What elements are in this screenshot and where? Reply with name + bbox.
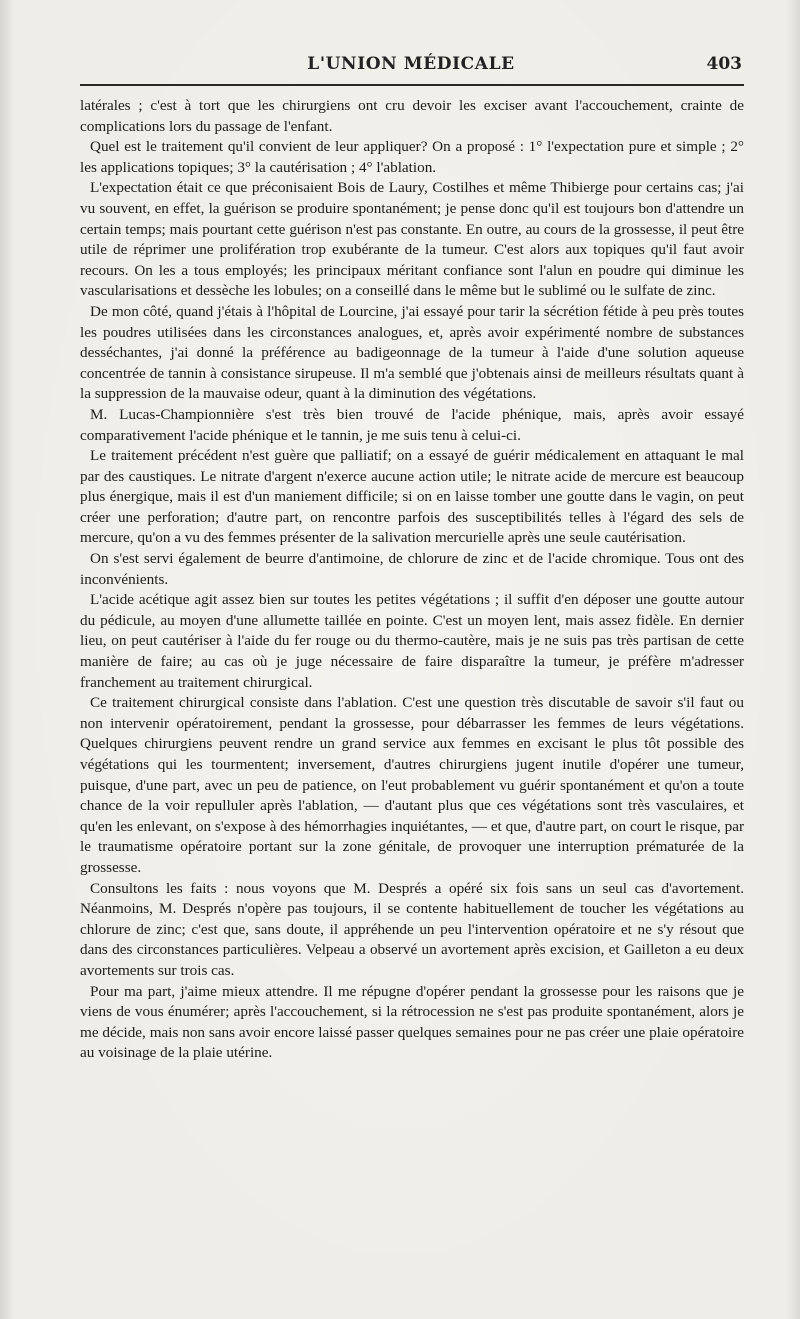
paragraph: Ce traitement chirurgical consiste dans l'ablation. C'est une question très discutable de savoir s'il faut ou non intervenir opératoirement, pendant la grossesse, pour débarrasser les femmes de leurs végétations. Quelques chirurgiens peuvent rendre un grand service aux femmes en excisant le plus tôt possible des végétations qui les tourmentent; inversement, d'autres chirurgiens jugent inutile d'opérer une tumeur, puisque, d'une part, avec un peu de patience, on l'eut probablement vu guérir spontanément et qu'on a toute chance de la voir repulluler après l'ablation, — d'autant plus que ces végétations sont très vasculaires, et qu'en les enlevant, on s'expose à des hémorrhagies inquiétantes, — et que, d'autre part, on court le risque, par le traumatisme opératoire portant sur la zone génitale, de provoquer une interruption prématurée de la grossesse.	[80, 694, 744, 876]
paragraph: Quel est le traitement qu'il convient de leur appliquer? On a proposé : 1° l'expectation pure et simple ; 2° les applications topiques; 3° la cautérisation ; 4° l'ablation.	[80, 138, 744, 176]
paragraph: Pour ma part, j'aime mieux attendre. Il me répugne d'opérer pendant la grossesse pour les raisons que je viens de vous énumérer; après l'accouchement, si la rétrocession ne s'est pas produite spontanément, alors je me décide, mais non sans avoir encore laissé passer quelques semaines pour ne pas créer une plaie opératoire au voisinage de la plaie utérine.	[80, 982, 744, 1062]
paragraph: On s'est servi également de beurre d'antimoine, de chlorure de zinc et de l'acide chromique. Tous ont des inconvénients.	[80, 550, 744, 588]
page-number: 403	[706, 54, 742, 74]
header-rule	[80, 84, 744, 86]
paragraph: L'expectation était ce que préconisaient Bois de Laury, Costilhes et même Thibierge pour certains cas; j'ai vu souvent, en effet, la guérison se produire spontanément; je pense donc qu'il est toujours bon d'attendre un certain temps; mais pourtant cette guérison n'est pas constante. En outre, au cours de la grossesse, il peut être utile de réprimer une prolifération trop exubérante de la tumeur. C'est alors aux topiques qu'il faut avoir recours. On les a tous employés; les principaux méritant confiance sont l'alun en poudre qui diminue les vascularisations et dessèche les lobules; on a conseillé dans le même but le sublimé ou le sulfate de zinc.	[80, 179, 744, 300]
running-header	[80, 54, 742, 80]
paragraph: Le traitement précédent n'est guère que palliatif; on a essayé de guérir médicalement en attaquant le mal par des caustiques. Le nitrate d'argent n'exerce aucune action utile; le nitrate acide de mercure est beaucoup plus énergique, mais il est d'un maniement difficile; si on en laisse tomber une goutte dans le vagin, on peut créer une perforation; d'autre part, on rencontre parfois des susceptibilités telles à l'égard des sels de mercure, qu'on a vu des femmes présenter de la salivation mercurielle après une seule cautérisation.	[80, 447, 744, 547]
journal-title: L'UNION MÉDICALE	[307, 54, 515, 74]
paragraph: M. Lucas-Championnière s'est très bien trouvé de l'acide phénique, mais, après avoir essayé comparativement l'acide phénique et le tannin, je me suis tenu à celui-ci.	[80, 405, 744, 444]
paragraph: De mon côté, quand j'étais à l'hôpital de Lourcine, j'ai essayé pour tarir la sécrétion fétide à peu près toutes les poudres utilisées dans les circonstances analogues, et, après avoir expérimenté nombre de substances desséchantes, j'ai donné la préférence au badigeonnage de la tumeur à l'aide d'une solution aqueuse concentrée de tannin à consistance sirupeuse. Il m'a semblé que j'obtenais ainsi de meilleurs résultats quant à la suppression de la mauvaise odeur, quant à la diminution des végétations.	[80, 302, 744, 403]
paragraph: L'acide acétique agit assez bien sur toutes les petites végétations ; il suffit d'en déposer une goutte autour du pédicule, au moyen d'une allumette taillée en pointe. C'est un moyen lent, mais assez fidèle. En dernier lieu, on peut cautériser à l'aide du fer rouge ou du thermo-cautère, mais je ne suis pas très partisan de cette manière de faire; au cas où je juge nécessaire de faire disparaître la tumeur, je préfère m'adresser franchement au traitement chirurgical.	[80, 591, 744, 691]
paragraph: latérales ; c'est à tort que les chirurgiens ont cru devoir les exciser avant l'accouchement, crainte de complications lors du passage de l'enfant.	[80, 97, 744, 135]
paragraph: Consultons les faits : nous voyons que M. Després a opéré six fois sans un seul cas d'avortement. Néanmoins, M. Després n'opère pas toujours, il se contente habituellement de toucher les végétations au chlorure de zinc; c'est que, sans doute, il appréhende un peu l'intervention opératoire et ne s'y résout que dans des circonstances particulières. Velpeau a observé un avortement après excision, et Gailleton a eu deux avortements sur trois cas.	[80, 879, 744, 979]
article-body	[80, 96, 744, 1064]
